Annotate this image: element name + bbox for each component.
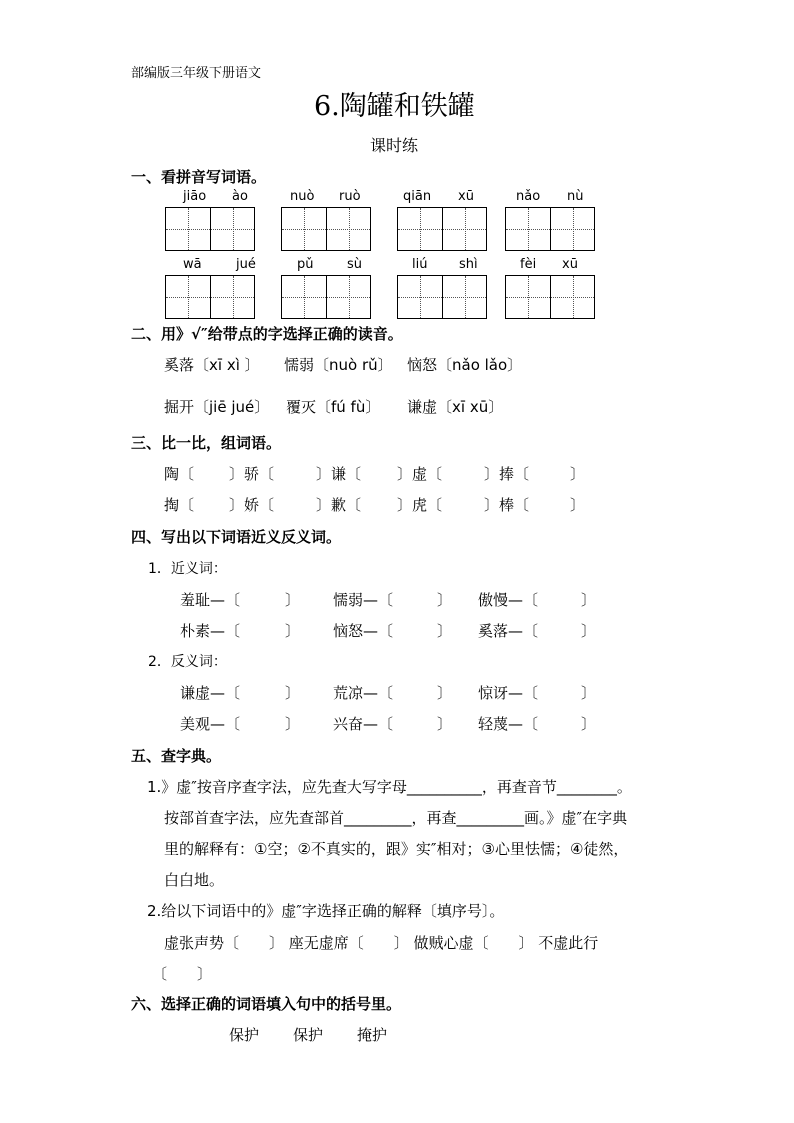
- pronunciation-item[interactable]: 覆灭〔fú fù〕: [286, 398, 381, 416]
- word-close: 〕: [285, 622, 301, 640]
- pinyin: fèi: [520, 257, 537, 272]
- word-blank[interactable]: 荒凉—〔: [333, 684, 394, 702]
- pinyin: jué: [236, 257, 256, 272]
- pinyin: shì: [459, 257, 478, 272]
- edition-label: 部编版三年级下册语文: [131, 66, 262, 81]
- compare-cell[interactable]: 〕谦〔: [316, 465, 362, 483]
- word-close: 〕: [581, 622, 597, 640]
- writing-box[interactable]: [165, 207, 255, 251]
- pronunciation-item[interactable]: 恼怒〔nǎo lǎo〕: [407, 356, 523, 374]
- antonym-label: 2．反义词：: [148, 654, 227, 670]
- word-close: 〕: [437, 715, 453, 733]
- writing-box[interactable]: [281, 207, 371, 251]
- writing-box[interactable]: [505, 275, 595, 319]
- lesson-title: 6.陶罐和铁罐: [314, 91, 475, 122]
- word-option: 保护: [293, 1026, 324, 1044]
- pronunciation-item[interactable]: 懦弱〔nuò rǔ〕: [284, 356, 393, 374]
- section-heading-2: 二、用》√″给带点的字选择正确的读音。: [131, 325, 403, 343]
- compare-cell[interactable]: 〕虚〔: [397, 465, 443, 483]
- compare-cell[interactable]: 〕棒〔: [484, 496, 530, 514]
- compare-cell: 〕: [570, 465, 586, 483]
- pinyin: liú: [412, 257, 428, 272]
- pinyin: nuò: [290, 189, 315, 204]
- word-blank[interactable]: 羞耻—〔: [180, 591, 241, 609]
- writing-box[interactable]: [505, 207, 595, 251]
- word-blank[interactable]: 懦弱—〔: [333, 591, 394, 609]
- word-option: 保护: [229, 1026, 260, 1044]
- pinyin: wā: [183, 257, 202, 272]
- word-close: 〕: [437, 622, 453, 640]
- section-heading-3: 三、比一比，组词语。: [131, 434, 282, 452]
- word-close: 〕: [581, 715, 597, 733]
- compare-cell[interactable]: 〕虎〔: [397, 496, 443, 514]
- compare-cell[interactable]: 〕娇〔: [229, 496, 275, 514]
- word-blank[interactable]: 谦虚—〔: [180, 684, 241, 702]
- pinyin: xū: [458, 189, 474, 204]
- pinyin: ruò: [339, 189, 361, 204]
- section-heading-6: 六、选择正确的词语填入句中的括号里。: [131, 995, 402, 1013]
- word-blank[interactable]: 轻蔑—〔: [478, 715, 539, 733]
- word-blank[interactable]: 惊讶—〔: [478, 684, 539, 702]
- word-blank[interactable]: 美观—〔: [180, 715, 241, 733]
- word-blank[interactable]: 傲慢—〔: [478, 591, 539, 609]
- question-line[interactable]: 〔 〕: [152, 965, 213, 983]
- pinyin: ào: [232, 189, 248, 204]
- word-close: 〕: [285, 715, 301, 733]
- pinyin: xū: [562, 257, 578, 272]
- question-line[interactable]: 按部首查字法，应先查部首_________，再查_________画。》虚″在字典: [164, 809, 628, 827]
- word-blank[interactable]: 兴奋—〔: [333, 715, 394, 733]
- word-close: 〕: [437, 591, 453, 609]
- question-line[interactable]: 1.》虚″按音序查字法，应先查大写字母__________，再查音节________。: [147, 778, 632, 796]
- pinyin: nù: [567, 189, 584, 204]
- pinyin: nǎo: [516, 189, 541, 204]
- word-close: 〕: [437, 684, 453, 702]
- compare-cell: 〕: [570, 496, 586, 514]
- section-heading-1: 一、看拼音写词语。: [131, 168, 267, 186]
- pinyin: pǔ: [297, 257, 314, 272]
- word-close: 〕: [581, 684, 597, 702]
- compare-cell[interactable]: 〕骄〔: [229, 465, 275, 483]
- writing-box[interactable]: [397, 275, 487, 319]
- compare-cell: 陶〔: [164, 465, 195, 483]
- writing-box[interactable]: [165, 275, 255, 319]
- writing-box[interactable]: [397, 207, 487, 251]
- synonym-label: 1．近义词：: [148, 561, 227, 577]
- compare-cell[interactable]: 〕捧〔: [484, 465, 530, 483]
- question-line: 2.给以下词语中的》虚″字选择正确的解释〔填序号〕。: [147, 902, 505, 920]
- word-close: 〕: [581, 591, 597, 609]
- pronunciation-item[interactable]: 掘开〔jiē jué〕: [164, 398, 270, 416]
- question-line: 白白地。: [164, 871, 225, 889]
- word-close: 〕: [285, 591, 301, 609]
- pronunciation-item[interactable]: 奚落〔xī xì 〕: [164, 356, 260, 374]
- compare-cell: 掏〔: [164, 496, 195, 514]
- word-option: 掩护: [357, 1026, 388, 1044]
- question-line[interactable]: 虚张声势〔 〕 座无虚席〔 〕 做贼心虚〔 〕 不虚此行: [164, 934, 599, 952]
- section-heading-4: 四、写出以下词语近义反义词。: [131, 528, 342, 546]
- word-close: 〕: [285, 684, 301, 702]
- compare-cell[interactable]: 〕歉〔: [316, 496, 362, 514]
- writing-box[interactable]: [281, 275, 371, 319]
- word-blank[interactable]: 恼怒—〔: [333, 622, 394, 640]
- word-blank[interactable]: 朴素—〔: [180, 622, 241, 640]
- pinyin: qiān: [403, 189, 432, 204]
- pinyin: jiāo: [183, 189, 207, 204]
- word-blank[interactable]: 奚落—〔: [478, 622, 539, 640]
- question-line: 里的解释有：①空；②不真实的，跟》实″相对；③心里怯懦；④徒然，: [164, 840, 629, 858]
- pinyin: sù: [347, 257, 363, 272]
- lesson-subtitle: 课时练: [370, 136, 419, 155]
- section-heading-5: 五、查字典。: [131, 747, 222, 765]
- pronunciation-item[interactable]: 谦虚〔xī xū〕: [407, 398, 504, 416]
